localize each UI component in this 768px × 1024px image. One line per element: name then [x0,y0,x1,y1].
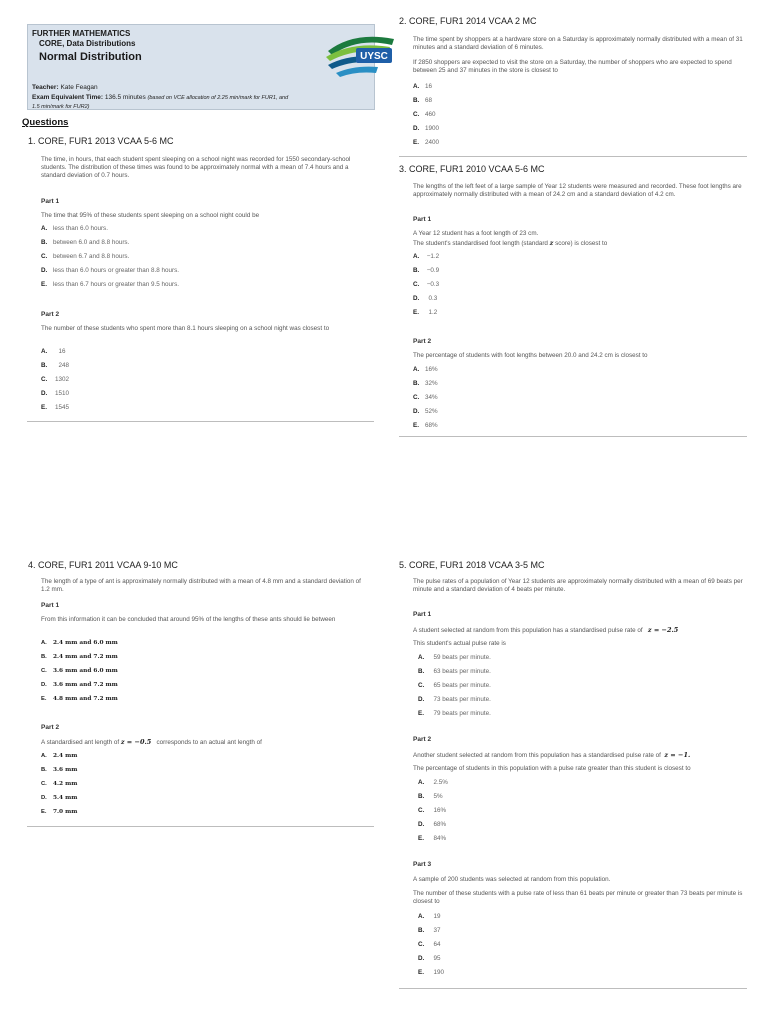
worksheet-title: Normal Distribution [39,51,142,63]
course-name: FURTHER MATHEMATICS [32,29,131,38]
option-letter: D. [41,267,48,274]
option-text: −1.2 [426,253,440,260]
option-text: 2.4 mm and 7.2 mm [53,654,118,660]
option-letter: D. [41,682,47,688]
option-text: 3.6 mm and 7.2 mm [53,682,118,688]
option-letter: C. [41,253,48,260]
option-text: 68 [425,97,433,104]
option-letter: C. [418,941,425,948]
part-text-post: corresponds to an actual ant length of [154,739,262,746]
option-text: 5.4 mm [53,795,78,801]
option-letter: C. [41,668,47,674]
option-text: 3.6 mm [53,767,78,773]
part-text: The number of these students with a pulse rate of less than 61 beats per minute or greater than 73 beats per minute is closest to [413,890,743,905]
question-3 [399,164,747,434]
option-text: less than 6.7 hours or greater than 9.5 hours. [53,281,180,288]
option-text: 2400 [425,139,440,146]
option-e[interactable] [41,404,69,411]
option-letter: B. [41,767,47,773]
option-text: 19 [433,913,441,920]
option-letter: A. [41,348,48,355]
option-e[interactable] [413,309,437,316]
question-heading: 5. CORE, FUR1 2018 VCAA 3-5 MC [399,560,545,570]
option-text: 4.8 mm and 7.2 mm [53,696,118,702]
uysc-logo-icon [324,29,396,81]
part-text [413,626,745,635]
option-text: 65 beats per minute. [433,682,491,689]
part-label: Part 2 [41,311,60,318]
option-b[interactable] [41,767,77,773]
option-e[interactable] [41,281,179,288]
option-c[interactable] [41,253,129,260]
option-d[interactable] [418,955,441,962]
part-label: Part 3 [413,861,432,868]
z-value: z = −1. [664,751,691,759]
option-letter: E. [413,139,419,146]
part-label: Part 1 [41,602,60,609]
option-c[interactable] [41,376,69,383]
option-letter: C. [41,781,47,787]
option-letter: D. [41,795,47,801]
option-text: 95 [433,955,441,962]
option-b[interactable] [413,267,439,274]
option-letter: C. [418,682,425,689]
option-text: 4.2 mm [53,781,78,787]
option-text: between 6.0 and 8.8 hours. [53,239,130,246]
option-text: −0.3 [426,281,440,288]
part-text: The time that 95% of these students spent sleeping on a school night could be [41,212,260,219]
option-letter: C. [413,111,420,118]
option-c[interactable] [413,111,436,118]
question-2 [399,16,747,156]
part-text: The percentage of students in this population with a pulse rate greater than this student is closest to [413,765,691,772]
option-text: 79 beats per minute. [433,710,491,717]
option-text: 68% [425,422,438,429]
part-text: The number of these students who spent more than 8.1 hours sleeping on a school night was closest to [41,325,330,332]
option-letter: B. [41,654,47,660]
part-text [413,751,753,760]
option-letter: A. [413,83,420,90]
option-text: 16 [425,83,433,90]
part-label: Part 1 [413,216,432,223]
option-c[interactable] [418,941,441,948]
part-text-pre: The student's standardised foot length (standard [413,240,550,247]
option-text: 37 [433,927,441,934]
exam-time-value: 136.5 minutes [104,94,146,101]
option-letter: D. [413,408,420,415]
part-label: Part 2 [413,736,432,743]
option-d[interactable] [41,267,179,274]
option-e[interactable] [41,696,118,702]
option-d[interactable] [418,821,446,828]
option-letter: A. [41,753,47,759]
question-heading: 4. CORE, FUR1 2011 VCAA 9-10 MC [28,560,178,570]
option-text: 5% [433,793,443,800]
option-letter: B. [418,927,425,934]
option-e[interactable] [418,710,491,717]
divider [399,436,747,437]
option-text: 73 beats per minute. [433,696,491,703]
part-text: A sample of 200 students was selected at random from this population. [413,876,611,883]
question-5 [399,560,747,990]
divider [27,826,374,827]
option-e[interactable] [418,835,446,842]
option-text: 7.0 mm [53,809,78,815]
option-letter: E. [41,404,47,411]
option-text: −0.9 [426,267,440,274]
option-letter: D. [418,821,425,828]
option-letter: E. [418,710,424,717]
option-letter: D. [418,955,425,962]
divider [399,988,747,989]
option-letter: A. [418,654,425,661]
exam-time-label: Exam Equivalent Time: [32,94,104,101]
option-letter: E. [413,422,419,429]
question-heading: 2. CORE, FUR1 2014 VCAA 2 MC [399,16,537,26]
question-4 [28,560,373,830]
option-c[interactable] [418,682,491,689]
z-variable: z [549,239,554,247]
option-letter: C. [41,376,48,383]
option-letter: A. [41,640,47,646]
question-stem: The lengths of the left feet of a large sample of Year 12 students were measured and recorded. These foot lengths are approximately normally distributed with a mean of 24.2 cm and a standard deviation of 4.2 cm. [413,183,742,198]
option-letter: B. [413,97,420,104]
part-text-pre: Another student selected at random from this population has a standardised pulse rate of [413,752,663,759]
option-letter: B. [41,239,48,246]
option-text: 34% [425,394,438,401]
option-b[interactable] [418,668,491,675]
option-text: 3.6 mm and 6.0 mm [53,668,118,674]
option-letter: D. [418,696,425,703]
option-a[interactable] [418,779,448,786]
divider [27,421,374,422]
option-text: 84% [433,835,447,842]
topic-name: CORE, Data Distributions [39,39,136,48]
option-letter: E. [41,809,47,815]
divider [399,156,747,157]
option-a[interactable] [418,654,491,661]
option-c[interactable] [413,281,439,288]
question-stem: The pulse rates of a population of Year 12 students are approximately normally distributed with a mean of 69 beats per minute and a standard deviation of 4 beats per minute. [413,578,743,593]
option-letter: B. [418,793,425,800]
option-text: 0.3 [428,295,438,302]
option-text: 1900 [425,125,440,132]
option-letter: A. [41,225,48,232]
question-stem: The time, in hours, that each student spent sleeping on a school night was recorded for 1550 secondary-school students. The distribution of these times was found to be approximately normal with a mean of 7.4 hours and a standard deviation of 0.7 hours. [41,156,351,179]
option-c[interactable] [413,394,438,401]
option-text: 2.5% [433,779,448,786]
option-c[interactable] [418,807,446,814]
option-d[interactable] [418,696,491,703]
question-stem: The time spent by shoppers at a hardware store on a Saturday is approximately normally distributed with a mean of 31 minutes and a standard deviation of 6 minutes. [413,36,743,51]
option-text: less than 6.0 hours or greater than 8.8 hours. [53,267,180,274]
option-letter: D. [413,125,420,132]
part-label: Part 1 [41,198,60,205]
option-b[interactable] [413,97,432,104]
teacher-name: Kate Feagan [60,84,98,91]
option-text: 63 beats per minute. [433,668,491,675]
option-b[interactable] [41,239,129,246]
option-e[interactable] [41,809,77,815]
option-c[interactable] [41,668,118,674]
questions-section-title: Questions [22,117,69,128]
z-value: z = −2.5 [647,626,679,634]
option-text: 64 [433,941,441,948]
option-b[interactable] [41,362,69,369]
teacher-line [32,84,98,91]
option-text: 16% [425,366,438,373]
part-text [41,738,371,747]
option-letter: E. [41,281,47,288]
option-text: 32% [425,380,438,387]
option-a[interactable] [41,348,66,355]
option-letter: B. [413,267,420,274]
part-text [413,239,745,248]
exam-time-note: (based on VCE allocation of 2.25 min/mark for FUR1, and 1.5 min/mark for FUR2) [32,95,289,110]
option-e[interactable] [413,422,438,429]
option-d[interactable] [41,390,69,397]
option-d[interactable] [413,295,437,302]
option-text: 2.4 mm and 6.0 mm [53,640,118,646]
option-letter: E. [418,835,424,842]
option-letter: B. [41,362,48,369]
option-b[interactable] [418,793,443,800]
worksheet-header [27,24,388,110]
option-letter: A. [418,779,425,786]
option-letter: B. [418,668,425,675]
option-letter: E. [418,969,424,976]
option-a[interactable] [41,753,77,759]
option-text: 59 beats per minute. [433,654,491,661]
part-label: Part 1 [413,611,432,618]
option-a[interactable] [413,253,439,260]
option-b[interactable] [41,654,118,660]
teacher-label: Teacher: [32,84,59,91]
option-text: 68% [433,821,447,828]
question-stem: If 2850 shoppers are expected to visit the store on a Saturday, the number of shoppers who are expected to spend between 25 and 37 minutes in the store is closest to [413,59,732,74]
option-d[interactable] [413,408,438,415]
option-a[interactable] [413,83,432,90]
option-letter: C. [418,807,425,814]
part-text: From this information it can be concluded that around 95% of the lengths of these ants should lie between [41,616,336,623]
question-heading: 3. CORE, FUR1 2010 VCAA 5-6 MC [399,164,545,174]
z-value: z = −0.5 [120,738,152,746]
option-text: 1510 [55,390,70,397]
option-text: 248 [58,362,70,369]
part-label: Part 2 [41,724,60,731]
option-b[interactable] [418,927,441,934]
option-text: 16 [58,348,66,355]
option-letter: E. [41,696,47,702]
option-d[interactable] [413,125,439,132]
option-letter: E. [413,309,419,316]
option-letter: A. [413,253,420,260]
option-text: 1.2 [428,309,438,316]
part-text-pre: A student selected at random from this population has a standardised pulse rate of [413,627,645,634]
option-d[interactable] [41,682,118,688]
option-text: 1545 [55,404,70,411]
logo-text: UYSC [360,51,388,62]
option-e[interactable] [418,969,444,976]
part-text: A Year 12 student has a foot length of 23 cm. [413,230,539,237]
option-letter: D. [413,295,420,302]
part-text: This student's actual pulse rate is [413,640,506,647]
option-e[interactable] [413,139,439,146]
part-text-pre: A standardised ant length of [41,739,121,746]
option-text: 52% [425,408,438,415]
part-label: Part 2 [413,338,432,345]
question-stem: The length of a type of ant is approximately normally distributed with a mean of 4.8 mm and a standard deviation of 1.2 mm. [41,578,361,593]
option-text: 1302 [55,376,70,383]
option-a[interactable] [41,640,118,646]
option-text: 460 [425,111,436,118]
option-letter: B. [413,380,420,387]
question-1 [28,136,373,426]
option-text: less than 6.0 hours. [53,225,108,232]
option-letter: C. [413,281,420,288]
option-a[interactable] [413,366,438,373]
option-text: 16% [433,807,447,814]
option-b[interactable] [413,380,438,387]
part-text-post: score) is closest to [553,240,608,247]
question-heading: 1. CORE, FUR1 2013 VCAA 5-6 MC [28,136,174,146]
option-d[interactable] [41,795,77,801]
option-letter: D. [41,390,48,397]
option-text: between 6.7 and 8.8 hours. [53,253,130,260]
option-a[interactable] [41,225,108,232]
exam-time-line [32,94,294,111]
part-text: The percentage of students with foot lengths between 20.0 and 24.2 cm is closest to [413,352,648,359]
option-a[interactable] [418,913,441,920]
option-text: 190 [433,969,445,976]
option-text: 2.4 mm [53,753,78,759]
option-c[interactable] [41,781,77,787]
option-letter: A. [418,913,425,920]
option-letter: C. [413,394,420,401]
option-letter: A. [413,366,420,373]
